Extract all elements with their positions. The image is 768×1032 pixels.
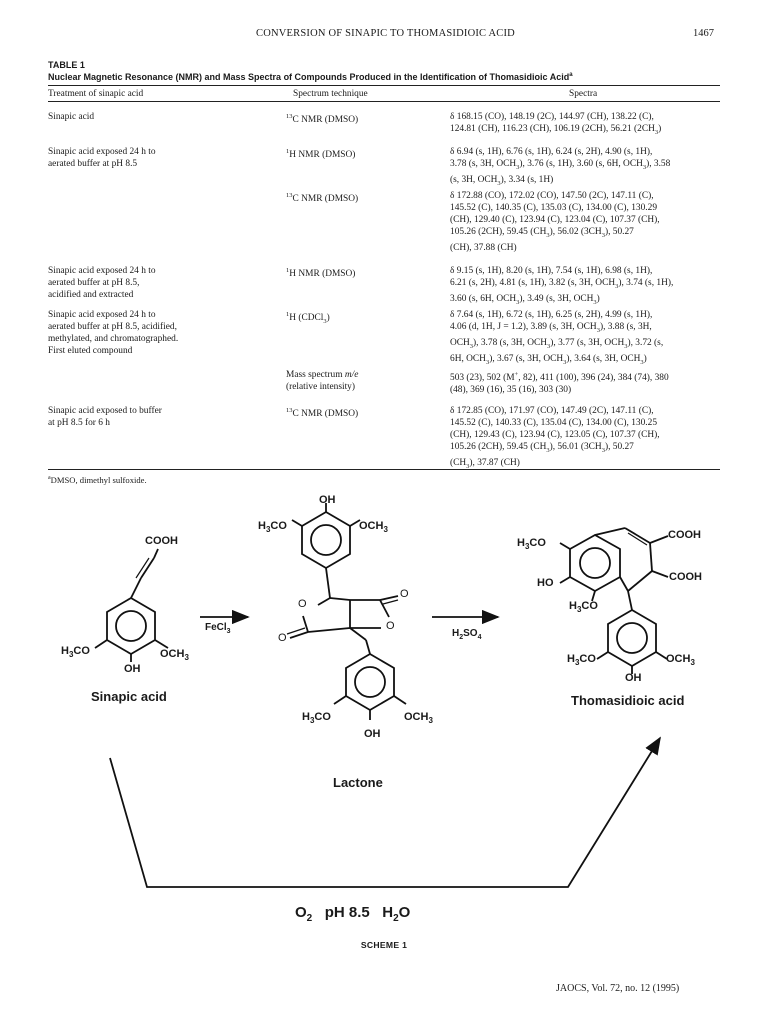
table-cell-line: δ 168.15 (CO), 148.19 (2C), 144.97 (CH), 138.22 (C),	[450, 112, 654, 122]
lactone-och3-bottom-label: $OCH_3$	[404, 711, 433, 726]
footnote-text: DMSO, dimethyl sulfoxide.	[50, 475, 147, 485]
lactone-oh-top-label: OH	[319, 494, 336, 506]
table-cell-line: acidified and extracted	[48, 290, 134, 300]
table-cell-line: methylated, and chromatographed.	[48, 334, 179, 344]
table-cell-line: Sinapic acid	[48, 112, 95, 122]
thomasidioic-cooh-1-label: COOH	[668, 529, 701, 541]
lactone-name: Lactone	[333, 775, 383, 790]
table-cell-line: Sinapic acid exposed 24 h to	[48, 147, 156, 157]
table-cell-line: First eluted compound	[48, 346, 133, 356]
table-cell-line: 105.26 (2CH), 59.45 $(CH_3)$, 56.02 $(3CH_3)$, 50.27	[450, 227, 634, 239]
lactone-ring-o-1: O	[298, 598, 307, 610]
table-cell-line: aerated buffer at pH 8.5, acidified,	[48, 322, 177, 332]
table-cell-line: 124.81 (CH), 116.23 (CH), 106.19 (2CH), 56.21 $(2CH_3)$	[450, 124, 662, 136]
thomasidioic-h3co-low-label: $H_3CO$	[567, 653, 596, 668]
thomasidioic-oh-label: OH	[625, 672, 642, 684]
journal-reference: JAOCS, Vol. 72, no. 12 (1995)	[556, 983, 680, 994]
lactone-carbonyl-o-1: O	[400, 588, 409, 600]
table-cell-line: $^1$H NMR (DMSO)	[286, 148, 356, 161]
scheme-label: SCHEME 1	[360, 940, 408, 950]
table-cell-line: δ 7.64 (s, 1H), 6.72 (s, 1H), 6.25 (s, 2H), 4.99 (s, 1H),	[450, 310, 653, 320]
table-cell-line: δ 172.85 (CO), 171.97 (CO), 147.49 (2C), 147.11 (C),	[450, 406, 654, 416]
table-cell-line: δ 172.88 (CO), 172.02 (CO), 147.50 (2C), 147.11 (C),	[450, 191, 654, 201]
table-cell-line: (CH), 129.40 (C), 123.94 (C), 123.04 (C), 107.37 (CH),	[450, 215, 660, 225]
table-cell-line: $OCH_3$), 3.78 (s, 3H, $OCH_3$), 3.77 (s, 3H, $OCH_3$), 3.72 (s,	[450, 337, 664, 350]
table-cell-line: δ 9.15 (s, 1H), 8.20 (s, 1H), 7.54 (s, 1H), 6.98 (s, 1H),	[450, 266, 653, 276]
reagent-h2so4: $H_2SO_4$	[452, 628, 482, 641]
table-cell-line: $(CH_3)$, 37.87 (CH)	[450, 457, 520, 470]
table-cell-line: (CH), 37.88 (CH)	[450, 242, 517, 253]
sinapic-cooh-label: COOH	[145, 535, 178, 547]
lactone-h3co-bottom-label: $H_3CO$	[302, 711, 331, 726]
table-cell-line: 3.78 (s, 3H, $OCH_3$), 3.76 (s, 1H), 3.60 (s, 6H, $OCH_3$), 3.58	[450, 159, 671, 171]
table-cell-line: 3.60 (s, 6H, $OCH_3$), 3.49 (s, 3H, $OCH_3$)	[450, 293, 600, 306]
sinapic-h3co-label: $H_3CO$	[61, 645, 90, 660]
direct-conditions: $O_2$ pH 8.5 $H_2O$	[295, 904, 411, 924]
table-cell-line: $^{13}$C NMR (DMSO)	[286, 192, 359, 205]
thomasidioic-h3co-top-label: $H_3CO$	[517, 537, 546, 552]
lactone-oh-bottom-label: OH	[364, 728, 381, 740]
lactone-h3co-top-label: $H_3CO$	[258, 520, 287, 535]
table-cell-line: 145.52 (C), 140.33 (C), 135.04 (C), 134.00 (C), 130.25	[450, 418, 658, 428]
thomasidioic-h3co-mid-label: $H_3CO$	[569, 600, 598, 615]
page-number: 1467	[693, 28, 714, 39]
thomasidioic-ho-label: HO	[537, 577, 554, 589]
table-cell-line: (relative intensity)	[286, 382, 355, 392]
table-cell-line: (CH), 129.43 (C), 123.94 (C), 123.05 (C), 107.37 (CH),	[450, 430, 660, 440]
table-cell-line: 503 (23), 502 (M+, 82), 411 (100), 396 (24), 384 (74), 380	[450, 371, 669, 384]
thomasidioic-acid-name: Thomasidioic acid	[571, 693, 685, 708]
table-cell-line: aerated buffer at pH 8.5	[48, 159, 138, 169]
table-cell-line: $^{13}$C NMR (DMSO)	[286, 113, 359, 126]
column-header-spectra: Spectra	[569, 89, 598, 99]
thomasidioic-och3-label: $OCH_3$	[666, 653, 695, 668]
running-title: CONVERSION OF SINAPIC TO THOMASIDIOIC ACID	[256, 28, 515, 39]
table-caption-text: Nuclear Magnetic Resonance (NMR) and Mass Spectra of Compounds Produced in the Identification of Thomasidioic Acid	[48, 72, 570, 82]
table-cell-line: aerated buffer at pH 8.5,	[48, 278, 140, 288]
column-header-technique: Spectrum technique	[293, 89, 368, 99]
table-cell-line: 105.26 (2CH), 59.45 $(CH_3)$, 56.01 $(3CH_3)$, 50.27	[450, 442, 634, 454]
table-cell-line: (48), 369 (16), 35 (16), 303 (30)	[450, 385, 572, 396]
table-cell-line: $^1$H (CDCl$_3$)	[286, 311, 330, 325]
sinapic-oh-label: OH	[124, 663, 141, 675]
table-cell-line: δ 6.94 (s, 1H), 6.76 (s, 1H), 6.24 (s, 2H), 4.90 (s, 1H),	[450, 147, 653, 157]
caption-note-mark: a	[569, 72, 573, 78]
sinapic-och3-label: $OCH_3$	[160, 648, 189, 663]
table-cell-line: Mass spectrum m/e	[286, 370, 359, 380]
lactone-och3-top-label: $OCH_3$	[359, 520, 388, 535]
reagent-fecl3: FeCl$_3$	[205, 622, 231, 635]
table-cell-line: 6H, $OCH_3$), 3.67 (s, 3H, $OCH_3$), 3.64 (s, 3H, $OCH_3$)	[450, 353, 647, 366]
table-cell-line: $^{13}$C NMR (DMSO)	[286, 407, 359, 420]
table-cell-line: $^1$H NMR (DMSO)	[286, 267, 356, 280]
table-cell-line: Sinapic acid exposed 24 h to	[48, 266, 156, 276]
table-cell-line: 4.06 (d, 1H, J = 1.2), 3.89 (s, 3H, $OCH_3$), 3.88 (s, 3H,	[450, 322, 652, 334]
thomasidioic-cooh-2-label: COOH	[669, 571, 702, 583]
lactone-ring-o-2: O	[386, 620, 395, 632]
sinapic-acid-name: Sinapic acid	[91, 689, 167, 704]
table-cell-line: Sinapic acid exposed to buffer	[48, 406, 162, 416]
lactone-carbonyl-o-2: O	[278, 632, 287, 644]
table-cell-line: (s, 3H, $OCH_3$), 3.34 (s, 1H)	[450, 174, 554, 187]
column-header-treatment: Treatment of sinapic acid	[48, 89, 144, 99]
table-label: TABLE 1	[48, 60, 85, 70]
table-footnote: $^a$DMSO, dimethyl sulfoxide.	[48, 475, 147, 485]
table-cell-line: at pH 8.5 for 6 h	[48, 418, 110, 428]
table-cell-line: Sinapic acid exposed 24 h to	[48, 310, 156, 320]
table-cell-line: 6.21 (s, 2H), 4.81 (s, 1H), 3.82 (s, 3H, $OCH_3$), 3.74 (s, 1H),	[450, 278, 674, 290]
table-cell-line: 145.52 (C), 140.35 (C), 135.03 (C), 134.00 (C), 130.29	[450, 203, 658, 213]
